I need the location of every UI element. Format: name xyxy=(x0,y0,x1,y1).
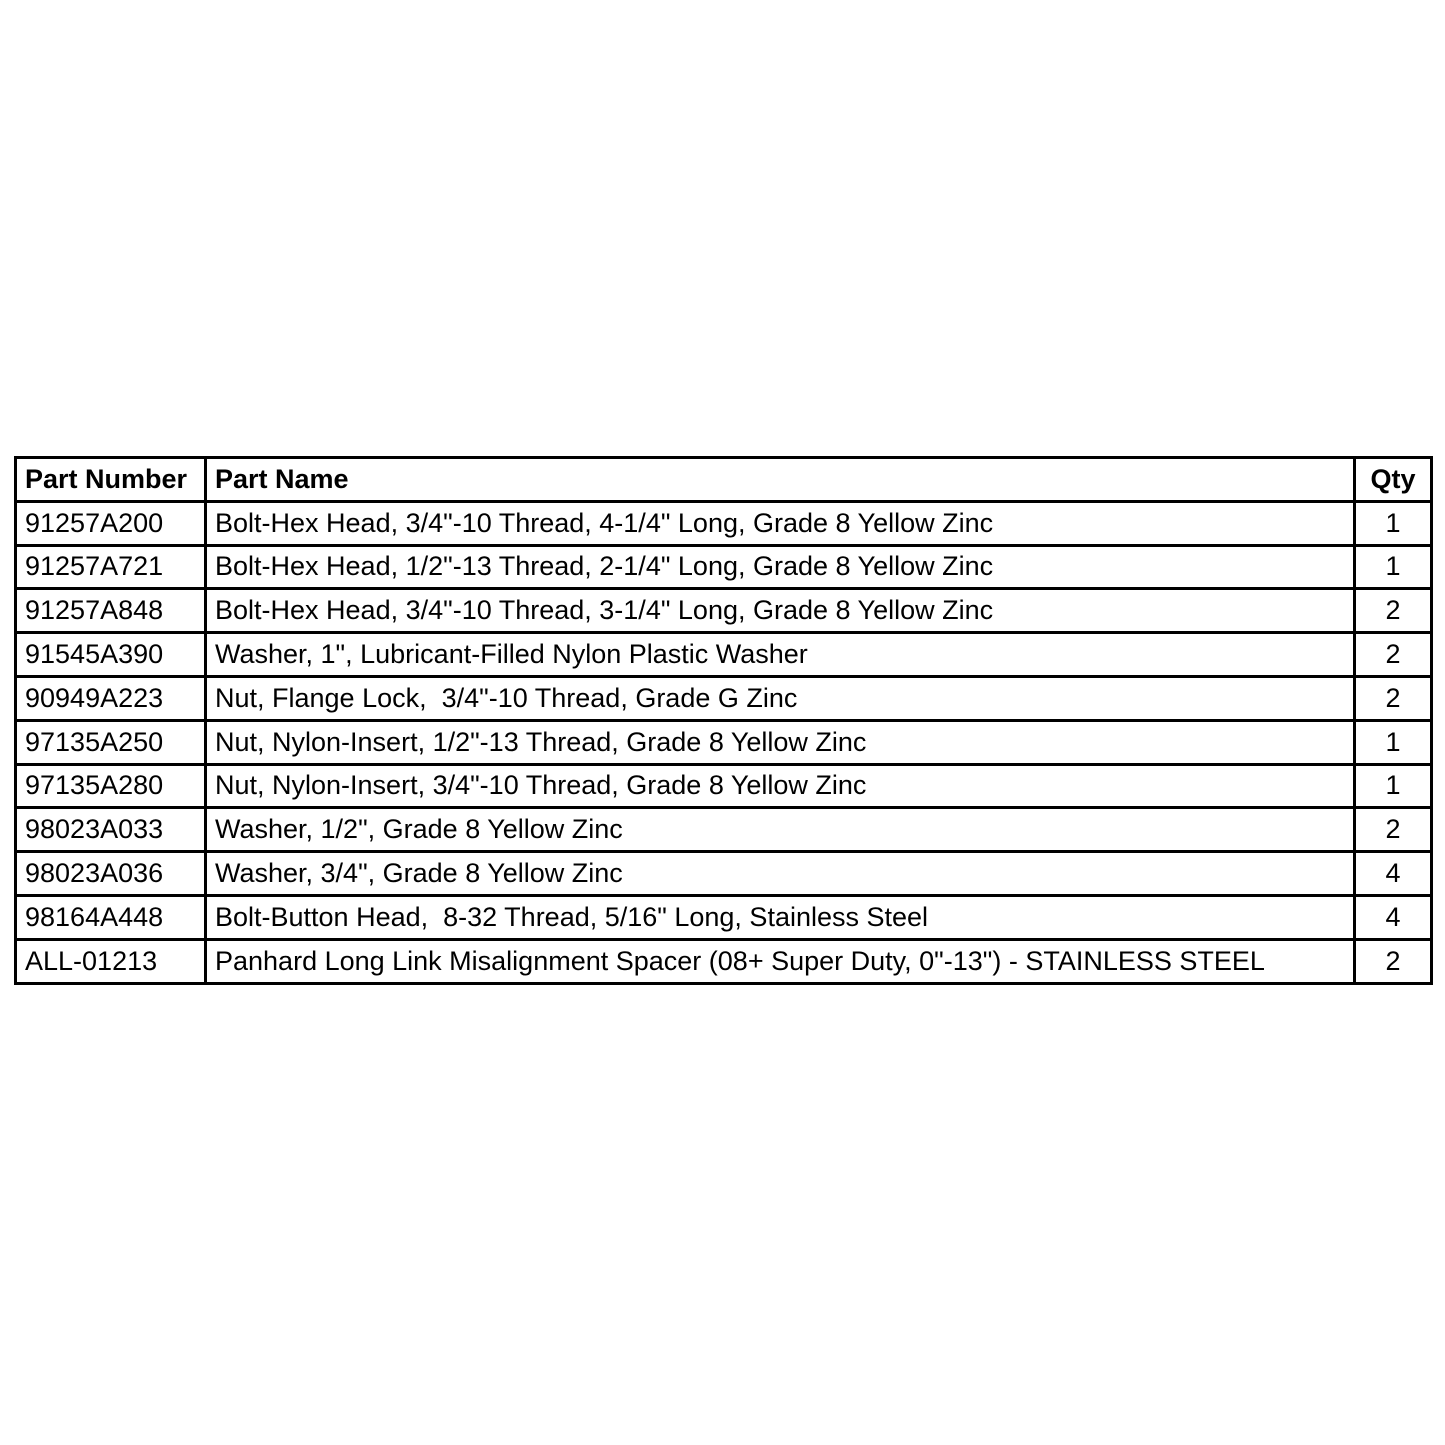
cell-part-number: 97135A250 xyxy=(16,720,206,764)
cell-part-number: 91545A390 xyxy=(16,633,206,677)
column-header-qty: Qty xyxy=(1355,458,1432,502)
table-row xyxy=(16,852,1432,896)
table-row xyxy=(16,545,1432,589)
cell-part-number: 91257A200 xyxy=(16,501,206,545)
cell-part-name: Washer, 1", Lubricant-Filled Nylon Plastic Washer xyxy=(206,633,1355,677)
cell-part-number: 91257A721 xyxy=(16,545,206,589)
cell-qty: 2 xyxy=(1355,939,1432,983)
cell-part-number: 91257A848 xyxy=(16,589,206,633)
table-row xyxy=(16,676,1432,720)
table-row xyxy=(16,895,1432,939)
cell-qty: 4 xyxy=(1355,895,1432,939)
cell-qty: 1 xyxy=(1355,764,1432,808)
cell-qty: 2 xyxy=(1355,633,1432,677)
cell-part-number: 98164A448 xyxy=(16,895,206,939)
column-header-part-number: Part Number xyxy=(16,458,206,502)
cell-part-number: ALL-01213 xyxy=(16,939,206,983)
table-row xyxy=(16,808,1432,852)
cell-part-name: Washer, 3/4", Grade 8 Yellow Zinc xyxy=(206,852,1355,896)
table-row xyxy=(16,501,1432,545)
cell-part-name: Bolt-Hex Head, 3/4"-10 Thread, 4-1/4" Long, Grade 8 Yellow Zinc xyxy=(206,501,1355,545)
table-row xyxy=(16,589,1432,633)
table-row xyxy=(16,720,1432,764)
cell-part-name: Washer, 1/2", Grade 8 Yellow Zinc xyxy=(206,808,1355,852)
parts-table xyxy=(14,456,1433,985)
table-row xyxy=(16,764,1432,808)
table-row xyxy=(16,633,1432,677)
cell-part-name: Nut, Flange Lock, 3/4"-10 Thread, Grade G Zinc xyxy=(206,676,1355,720)
cell-part-name: Panhard Long Link Misalignment Spacer (08+ Super Duty, 0"-13") - STAINLESS STEEL xyxy=(206,939,1355,983)
cell-part-name: Bolt-Button Head, 8-32 Thread, 5/16" Long, Stainless Steel xyxy=(206,895,1355,939)
cell-qty: 2 xyxy=(1355,589,1432,633)
cell-part-number: 97135A280 xyxy=(16,764,206,808)
header-row xyxy=(16,458,1432,502)
cell-part-name: Bolt-Hex Head, 1/2"-13 Thread, 2-1/4" Long, Grade 8 Yellow Zinc xyxy=(206,545,1355,589)
cell-part-name: Bolt-Hex Head, 3/4"-10 Thread, 3-1/4" Long, Grade 8 Yellow Zinc xyxy=(206,589,1355,633)
cell-qty: 2 xyxy=(1355,808,1432,852)
cell-qty: 1 xyxy=(1355,720,1432,764)
table-body xyxy=(16,501,1432,983)
cell-part-name: Nut, Nylon-Insert, 1/2"-13 Thread, Grade 8 Yellow Zinc xyxy=(206,720,1355,764)
cell-part-number: 98023A033 xyxy=(16,808,206,852)
cell-qty: 2 xyxy=(1355,676,1432,720)
cell-part-number: 90949A223 xyxy=(16,676,206,720)
cell-qty: 4 xyxy=(1355,852,1432,896)
cell-qty: 1 xyxy=(1355,501,1432,545)
column-header-part-name: Part Name xyxy=(206,458,1355,502)
table-row xyxy=(16,939,1432,983)
cell-qty: 1 xyxy=(1355,545,1432,589)
cell-part-name: Nut, Nylon-Insert, 3/4"-10 Thread, Grade 8 Yellow Zinc xyxy=(206,764,1355,808)
cell-part-number: 98023A036 xyxy=(16,852,206,896)
